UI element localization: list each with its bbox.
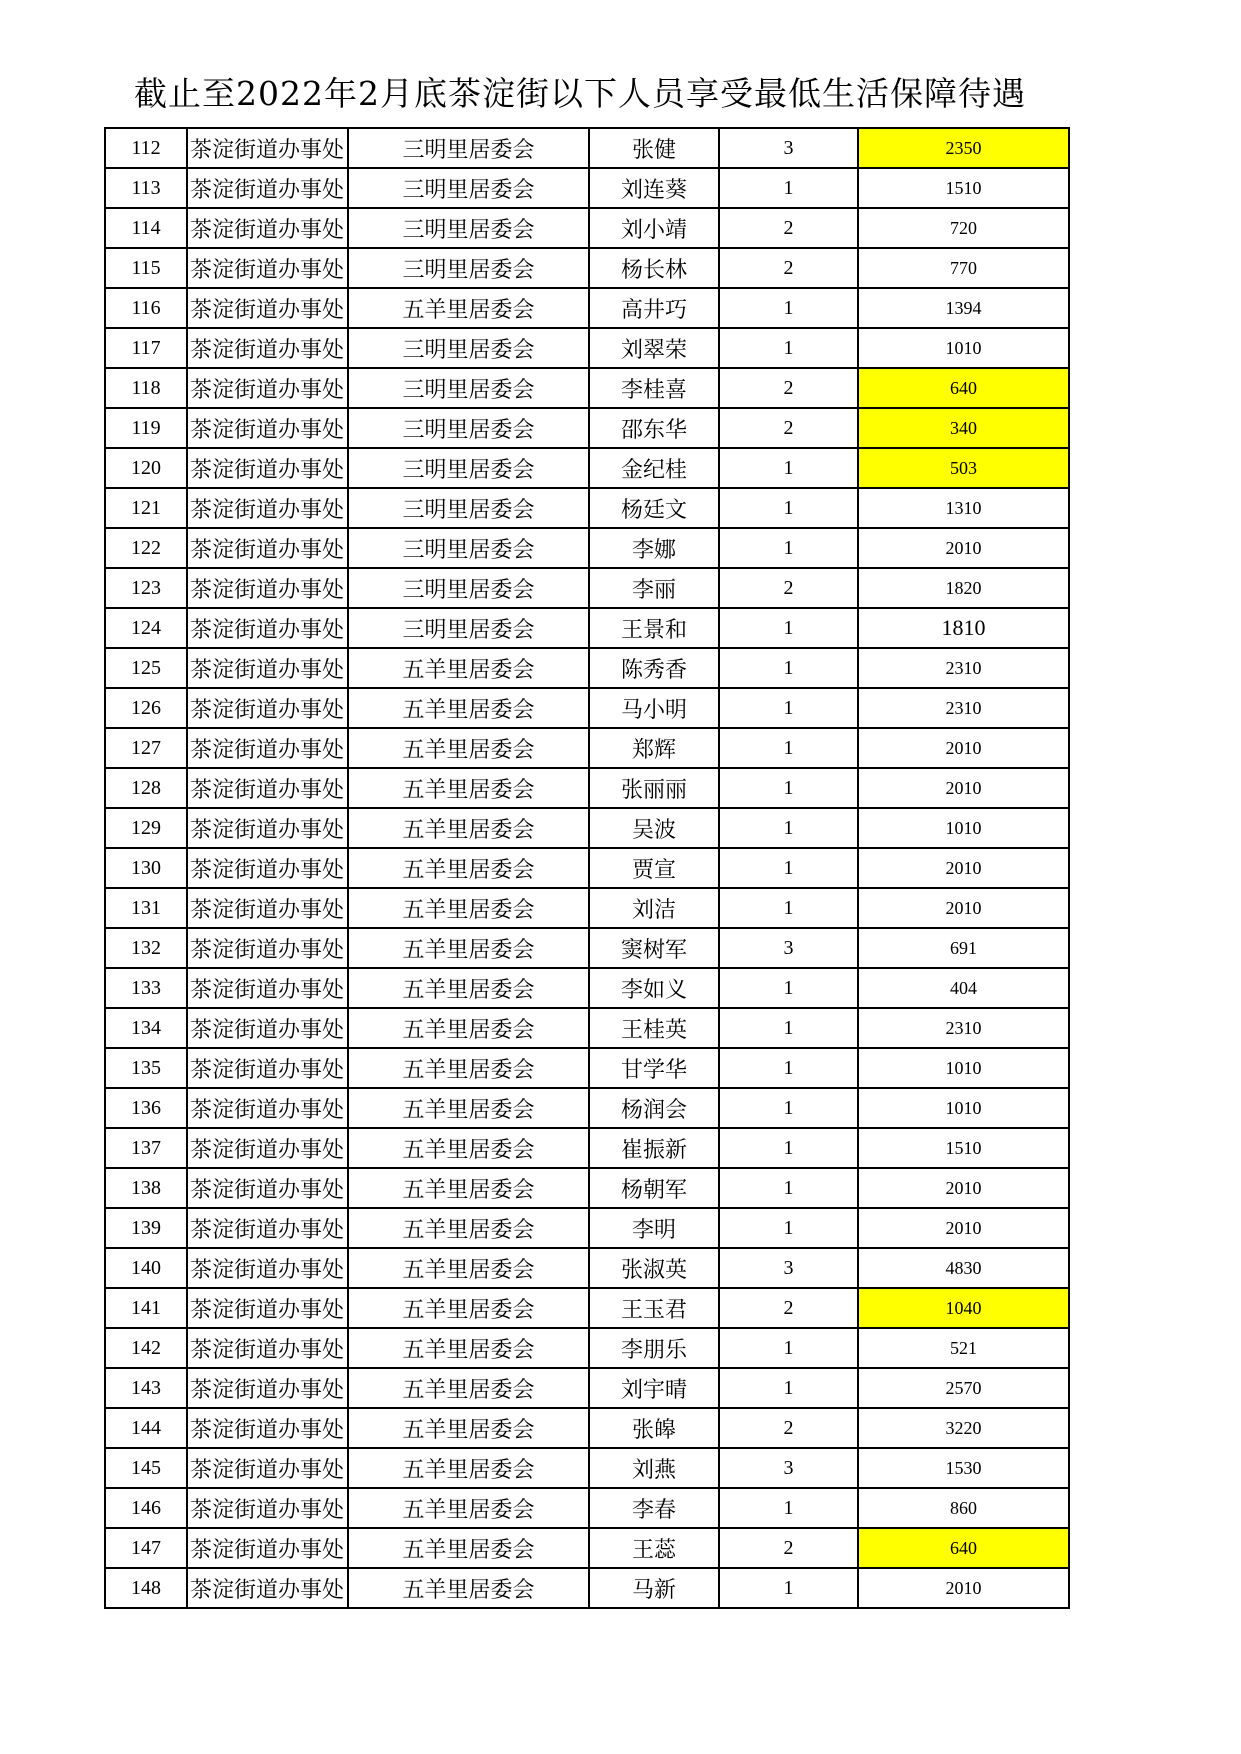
committee-cell: 三明里居委会 — [348, 248, 589, 288]
row-number-cell: 121 — [105, 488, 187, 528]
household-count-cell: 1 — [719, 1048, 858, 1088]
row-number-cell: 117 — [105, 328, 187, 368]
committee-cell: 五羊里居委会 — [348, 1408, 589, 1448]
office-cell: 茶淀街道办事处 — [187, 408, 348, 448]
amount-cell: 404 — [858, 968, 1069, 1008]
row-number-cell: 115 — [105, 248, 187, 288]
household-count-cell: 2 — [719, 368, 858, 408]
office-cell: 茶淀街道办事处 — [187, 1528, 348, 1568]
office-cell: 茶淀街道办事处 — [187, 1408, 348, 1448]
amount-cell: 2310 — [858, 688, 1069, 728]
table-row — [105, 1568, 1069, 1608]
name-cell: 金纪桂 — [589, 448, 719, 488]
row-number-cell: 129 — [105, 808, 187, 848]
table-row — [105, 968, 1069, 1008]
name-cell: 杨朝军 — [589, 1168, 719, 1208]
amount-cell: 1310 — [858, 488, 1069, 528]
office-cell: 茶淀街道办事处 — [187, 1368, 348, 1408]
office-cell: 茶淀街道办事处 — [187, 888, 348, 928]
household-count-cell: 1 — [719, 1168, 858, 1208]
household-count-cell: 2 — [719, 1288, 858, 1328]
committee-cell: 五羊里居委会 — [348, 1488, 589, 1528]
name-cell: 王景和 — [589, 608, 719, 648]
office-cell: 茶淀街道办事处 — [187, 728, 348, 768]
table-row — [105, 1368, 1069, 1408]
office-cell: 茶淀街道办事处 — [187, 368, 348, 408]
name-cell: 郑辉 — [589, 728, 719, 768]
recipient-table — [104, 127, 1070, 1609]
name-cell: 刘翠荣 — [589, 328, 719, 368]
office-cell: 茶淀街道办事处 — [187, 768, 348, 808]
committee-cell: 三明里居委会 — [348, 488, 589, 528]
amount-cell: 1040 — [858, 1288, 1069, 1328]
row-number-cell: 113 — [105, 168, 187, 208]
row-number-cell: 123 — [105, 568, 187, 608]
row-number-cell: 139 — [105, 1208, 187, 1248]
name-cell: 李如义 — [589, 968, 719, 1008]
household-count-cell: 1 — [719, 688, 858, 728]
household-count-cell: 1 — [719, 1568, 858, 1608]
office-cell: 茶淀街道办事处 — [187, 1168, 348, 1208]
household-count-cell: 3 — [719, 128, 858, 168]
committee-cell: 五羊里居委会 — [348, 1368, 589, 1408]
amount-cell: 1820 — [858, 568, 1069, 608]
amount-cell: 503 — [858, 448, 1069, 488]
committee-cell: 三明里居委会 — [348, 528, 589, 568]
committee-cell: 五羊里居委会 — [348, 1528, 589, 1568]
row-number-cell: 125 — [105, 648, 187, 688]
amount-cell: 2010 — [858, 728, 1069, 768]
row-number-cell: 138 — [105, 1168, 187, 1208]
name-cell: 吴波 — [589, 808, 719, 848]
name-cell: 刘燕 — [589, 1448, 719, 1488]
name-cell: 王桂英 — [589, 1008, 719, 1048]
row-number-cell: 126 — [105, 688, 187, 728]
office-cell: 茶淀街道办事处 — [187, 1248, 348, 1288]
office-cell: 茶淀街道办事处 — [187, 1048, 348, 1088]
committee-cell: 三明里居委会 — [348, 448, 589, 488]
table-row — [105, 1048, 1069, 1088]
household-count-cell: 3 — [719, 1248, 858, 1288]
table-row — [105, 208, 1069, 248]
amount-cell: 1510 — [858, 1128, 1069, 1168]
table-row — [105, 1408, 1069, 1448]
amount-cell: 2010 — [858, 1168, 1069, 1208]
row-number-cell: 119 — [105, 408, 187, 448]
household-count-cell: 2 — [719, 408, 858, 448]
household-count-cell: 1 — [719, 1488, 858, 1528]
amount-cell: 4830 — [858, 1248, 1069, 1288]
name-cell: 李朋乐 — [589, 1328, 719, 1368]
name-cell: 杨润会 — [589, 1088, 719, 1128]
household-count-cell: 1 — [719, 888, 858, 928]
table-row — [105, 488, 1069, 528]
name-cell: 高井巧 — [589, 288, 719, 328]
amount-cell: 2350 — [858, 128, 1069, 168]
committee-cell: 五羊里居委会 — [348, 968, 589, 1008]
amount-cell: 1010 — [858, 328, 1069, 368]
office-cell: 茶淀街道办事处 — [187, 528, 348, 568]
name-cell: 甘学华 — [589, 1048, 719, 1088]
row-number-cell: 146 — [105, 1488, 187, 1528]
household-count-cell: 2 — [719, 1408, 858, 1448]
amount-cell: 1530 — [858, 1448, 1069, 1488]
amount-cell: 1394 — [858, 288, 1069, 328]
office-cell: 茶淀街道办事处 — [187, 1488, 348, 1528]
amount-cell: 1010 — [858, 808, 1069, 848]
row-number-cell: 140 — [105, 1248, 187, 1288]
table-row — [105, 248, 1069, 288]
table-row — [105, 1128, 1069, 1168]
name-cell: 李丽 — [589, 568, 719, 608]
table-row — [105, 648, 1069, 688]
committee-cell: 五羊里居委会 — [348, 648, 589, 688]
office-cell: 茶淀街道办事处 — [187, 1088, 348, 1128]
table-row — [105, 1008, 1069, 1048]
amount-cell: 720 — [858, 208, 1069, 248]
household-count-cell: 1 — [719, 328, 858, 368]
table-row — [105, 768, 1069, 808]
table-row — [105, 848, 1069, 888]
name-cell: 马小明 — [589, 688, 719, 728]
committee-cell: 五羊里居委会 — [348, 1088, 589, 1128]
row-number-cell: 118 — [105, 368, 187, 408]
amount-cell: 1810 — [858, 608, 1069, 648]
household-count-cell: 1 — [719, 1128, 858, 1168]
table-row — [105, 1088, 1069, 1128]
office-cell: 茶淀街道办事处 — [187, 328, 348, 368]
name-cell: 陈秀香 — [589, 648, 719, 688]
household-count-cell: 2 — [719, 248, 858, 288]
table-row — [105, 368, 1069, 408]
office-cell: 茶淀街道办事处 — [187, 1008, 348, 1048]
row-number-cell: 141 — [105, 1288, 187, 1328]
committee-cell: 五羊里居委会 — [348, 928, 589, 968]
row-number-cell: 128 — [105, 768, 187, 808]
table-row — [105, 888, 1069, 928]
household-count-cell: 1 — [719, 608, 858, 648]
row-number-cell: 136 — [105, 1088, 187, 1128]
committee-cell: 五羊里居委会 — [348, 768, 589, 808]
amount-cell: 770 — [858, 248, 1069, 288]
household-count-cell: 1 — [719, 808, 858, 848]
household-count-cell: 1 — [719, 768, 858, 808]
row-number-cell: 134 — [105, 1008, 187, 1048]
row-number-cell: 131 — [105, 888, 187, 928]
committee-cell: 五羊里居委会 — [348, 1448, 589, 1488]
name-cell: 邵东华 — [589, 408, 719, 448]
name-cell: 张丽丽 — [589, 768, 719, 808]
household-count-cell: 1 — [719, 288, 858, 328]
row-number-cell: 137 — [105, 1128, 187, 1168]
amount-cell: 2010 — [858, 1568, 1069, 1608]
amount-cell: 860 — [858, 1488, 1069, 1528]
amount-cell: 3220 — [858, 1408, 1069, 1448]
household-count-cell: 2 — [719, 568, 858, 608]
household-count-cell: 1 — [719, 648, 858, 688]
name-cell: 刘连葵 — [589, 168, 719, 208]
table-row — [105, 608, 1069, 648]
household-count-cell: 1 — [719, 848, 858, 888]
household-count-cell: 3 — [719, 1448, 858, 1488]
committee-cell: 五羊里居委会 — [348, 1248, 589, 1288]
table-row — [105, 1248, 1069, 1288]
table-row — [105, 1448, 1069, 1488]
household-count-cell: 1 — [719, 1368, 858, 1408]
office-cell: 茶淀街道办事处 — [187, 568, 348, 608]
name-cell: 张淑英 — [589, 1248, 719, 1288]
amount-cell: 340 — [858, 408, 1069, 448]
office-cell: 茶淀街道办事处 — [187, 688, 348, 728]
name-cell: 杨廷文 — [589, 488, 719, 528]
committee-cell: 五羊里居委会 — [348, 728, 589, 768]
name-cell: 马新 — [589, 1568, 719, 1608]
row-number-cell: 148 — [105, 1568, 187, 1608]
office-cell: 茶淀街道办事处 — [187, 928, 348, 968]
name-cell: 杨长林 — [589, 248, 719, 288]
committee-cell: 三明里居委会 — [348, 568, 589, 608]
household-count-cell: 1 — [719, 488, 858, 528]
office-cell: 茶淀街道办事处 — [187, 608, 348, 648]
amount-cell: 1510 — [858, 168, 1069, 208]
table-row — [105, 1488, 1069, 1528]
amount-cell: 2010 — [858, 848, 1069, 888]
table-row — [105, 328, 1069, 368]
table-row — [105, 1168, 1069, 1208]
name-cell: 贾宣 — [589, 848, 719, 888]
office-cell: 茶淀街道办事处 — [187, 1208, 348, 1248]
office-cell: 茶淀街道办事处 — [187, 1568, 348, 1608]
household-count-cell: 2 — [719, 1528, 858, 1568]
office-cell: 茶淀街道办事处 — [187, 648, 348, 688]
table-row — [105, 808, 1069, 848]
recipient-table-body — [105, 128, 1069, 1608]
row-number-cell: 127 — [105, 728, 187, 768]
household-count-cell: 2 — [719, 208, 858, 248]
table-row — [105, 728, 1069, 768]
amount-cell: 2010 — [858, 1208, 1069, 1248]
committee-cell: 五羊里居委会 — [348, 848, 589, 888]
amount-cell: 2010 — [858, 528, 1069, 568]
row-number-cell: 122 — [105, 528, 187, 568]
row-number-cell: 132 — [105, 928, 187, 968]
table-row — [105, 1288, 1069, 1328]
office-cell: 茶淀街道办事处 — [187, 1128, 348, 1168]
row-number-cell: 133 — [105, 968, 187, 1008]
name-cell: 刘宇晴 — [589, 1368, 719, 1408]
office-cell: 茶淀街道办事处 — [187, 168, 348, 208]
committee-cell: 五羊里居委会 — [348, 1048, 589, 1088]
row-number-cell: 116 — [105, 288, 187, 328]
office-cell: 茶淀街道办事处 — [187, 448, 348, 488]
name-cell: 李桂喜 — [589, 368, 719, 408]
row-number-cell: 120 — [105, 448, 187, 488]
amount-cell: 640 — [858, 368, 1069, 408]
row-number-cell: 145 — [105, 1448, 187, 1488]
table-row — [105, 1328, 1069, 1368]
row-number-cell: 142 — [105, 1328, 187, 1368]
household-count-cell: 3 — [719, 928, 858, 968]
table-row — [105, 688, 1069, 728]
amount-cell: 1010 — [858, 1088, 1069, 1128]
committee-cell: 三明里居委会 — [348, 168, 589, 208]
amount-cell: 691 — [858, 928, 1069, 968]
name-cell: 崔振新 — [589, 1128, 719, 1168]
table-row — [105, 128, 1069, 168]
committee-cell: 三明里居委会 — [348, 128, 589, 168]
name-cell: 王蕊 — [589, 1528, 719, 1568]
committee-cell: 五羊里居委会 — [348, 688, 589, 728]
table-row — [105, 408, 1069, 448]
office-cell: 茶淀街道办事处 — [187, 488, 348, 528]
amount-cell: 640 — [858, 1528, 1069, 1568]
household-count-cell: 1 — [719, 968, 858, 1008]
row-number-cell: 124 — [105, 608, 187, 648]
row-number-cell: 147 — [105, 1528, 187, 1568]
name-cell: 刘洁 — [589, 888, 719, 928]
table-row — [105, 528, 1069, 568]
row-number-cell: 130 — [105, 848, 187, 888]
office-cell: 茶淀街道办事处 — [187, 288, 348, 328]
committee-cell: 五羊里居委会 — [348, 1568, 589, 1608]
household-count-cell: 1 — [719, 1328, 858, 1368]
amount-cell: 521 — [858, 1328, 1069, 1368]
committee-cell: 五羊里居委会 — [348, 1168, 589, 1208]
row-number-cell: 114 — [105, 208, 187, 248]
committee-cell: 五羊里居委会 — [348, 888, 589, 928]
household-count-cell: 1 — [719, 168, 858, 208]
table-row — [105, 448, 1069, 488]
office-cell: 茶淀街道办事处 — [187, 208, 348, 248]
office-cell: 茶淀街道办事处 — [187, 128, 348, 168]
table-row — [105, 1208, 1069, 1248]
row-number-cell: 135 — [105, 1048, 187, 1088]
committee-cell: 三明里居委会 — [348, 368, 589, 408]
office-cell: 茶淀街道办事处 — [187, 248, 348, 288]
office-cell: 茶淀街道办事处 — [187, 1328, 348, 1368]
row-number-cell: 112 — [105, 128, 187, 168]
table-row — [105, 288, 1069, 328]
amount-cell: 2010 — [858, 768, 1069, 808]
name-cell: 窦树军 — [589, 928, 719, 968]
amount-cell: 1010 — [858, 1048, 1069, 1088]
committee-cell: 五羊里居委会 — [348, 808, 589, 848]
name-cell: 李娜 — [589, 528, 719, 568]
office-cell: 茶淀街道办事处 — [187, 1288, 348, 1328]
amount-cell: 2570 — [858, 1368, 1069, 1408]
office-cell: 茶淀街道办事处 — [187, 1448, 348, 1488]
committee-cell: 五羊里居委会 — [348, 288, 589, 328]
amount-cell: 2310 — [858, 648, 1069, 688]
name-cell: 刘小靖 — [589, 208, 719, 248]
amount-cell: 2310 — [858, 1008, 1069, 1048]
household-count-cell: 1 — [719, 1208, 858, 1248]
committee-cell: 五羊里居委会 — [348, 1008, 589, 1048]
household-count-cell: 1 — [719, 728, 858, 768]
name-cell: 王玉君 — [589, 1288, 719, 1328]
amount-cell: 2010 — [858, 888, 1069, 928]
row-number-cell: 143 — [105, 1368, 187, 1408]
table-row — [105, 1528, 1069, 1568]
household-count-cell: 1 — [719, 448, 858, 488]
household-count-cell: 1 — [719, 1008, 858, 1048]
name-cell: 张皞 — [589, 1408, 719, 1448]
table-row — [105, 928, 1069, 968]
committee-cell: 三明里居委会 — [348, 328, 589, 368]
committee-cell: 三明里居委会 — [348, 408, 589, 448]
table-row — [105, 168, 1069, 208]
household-count-cell: 1 — [719, 528, 858, 568]
committee-cell: 五羊里居委会 — [348, 1328, 589, 1368]
office-cell: 茶淀街道办事处 — [187, 808, 348, 848]
row-number-cell: 144 — [105, 1408, 187, 1448]
document-title: 截止至2022年2月底茶淀街以下人员享受最低生活保障待遇 — [134, 74, 1026, 113]
household-count-cell: 1 — [719, 1088, 858, 1128]
committee-cell: 五羊里居委会 — [348, 1128, 589, 1168]
name-cell: 李明 — [589, 1208, 719, 1248]
table-row — [105, 568, 1069, 608]
name-cell: 张健 — [589, 128, 719, 168]
office-cell: 茶淀街道办事处 — [187, 848, 348, 888]
committee-cell: 三明里居委会 — [348, 608, 589, 648]
office-cell: 茶淀街道办事处 — [187, 968, 348, 1008]
name-cell: 李春 — [589, 1488, 719, 1528]
committee-cell: 五羊里居委会 — [348, 1288, 589, 1328]
committee-cell: 三明里居委会 — [348, 208, 589, 248]
committee-cell: 五羊里居委会 — [348, 1208, 589, 1248]
